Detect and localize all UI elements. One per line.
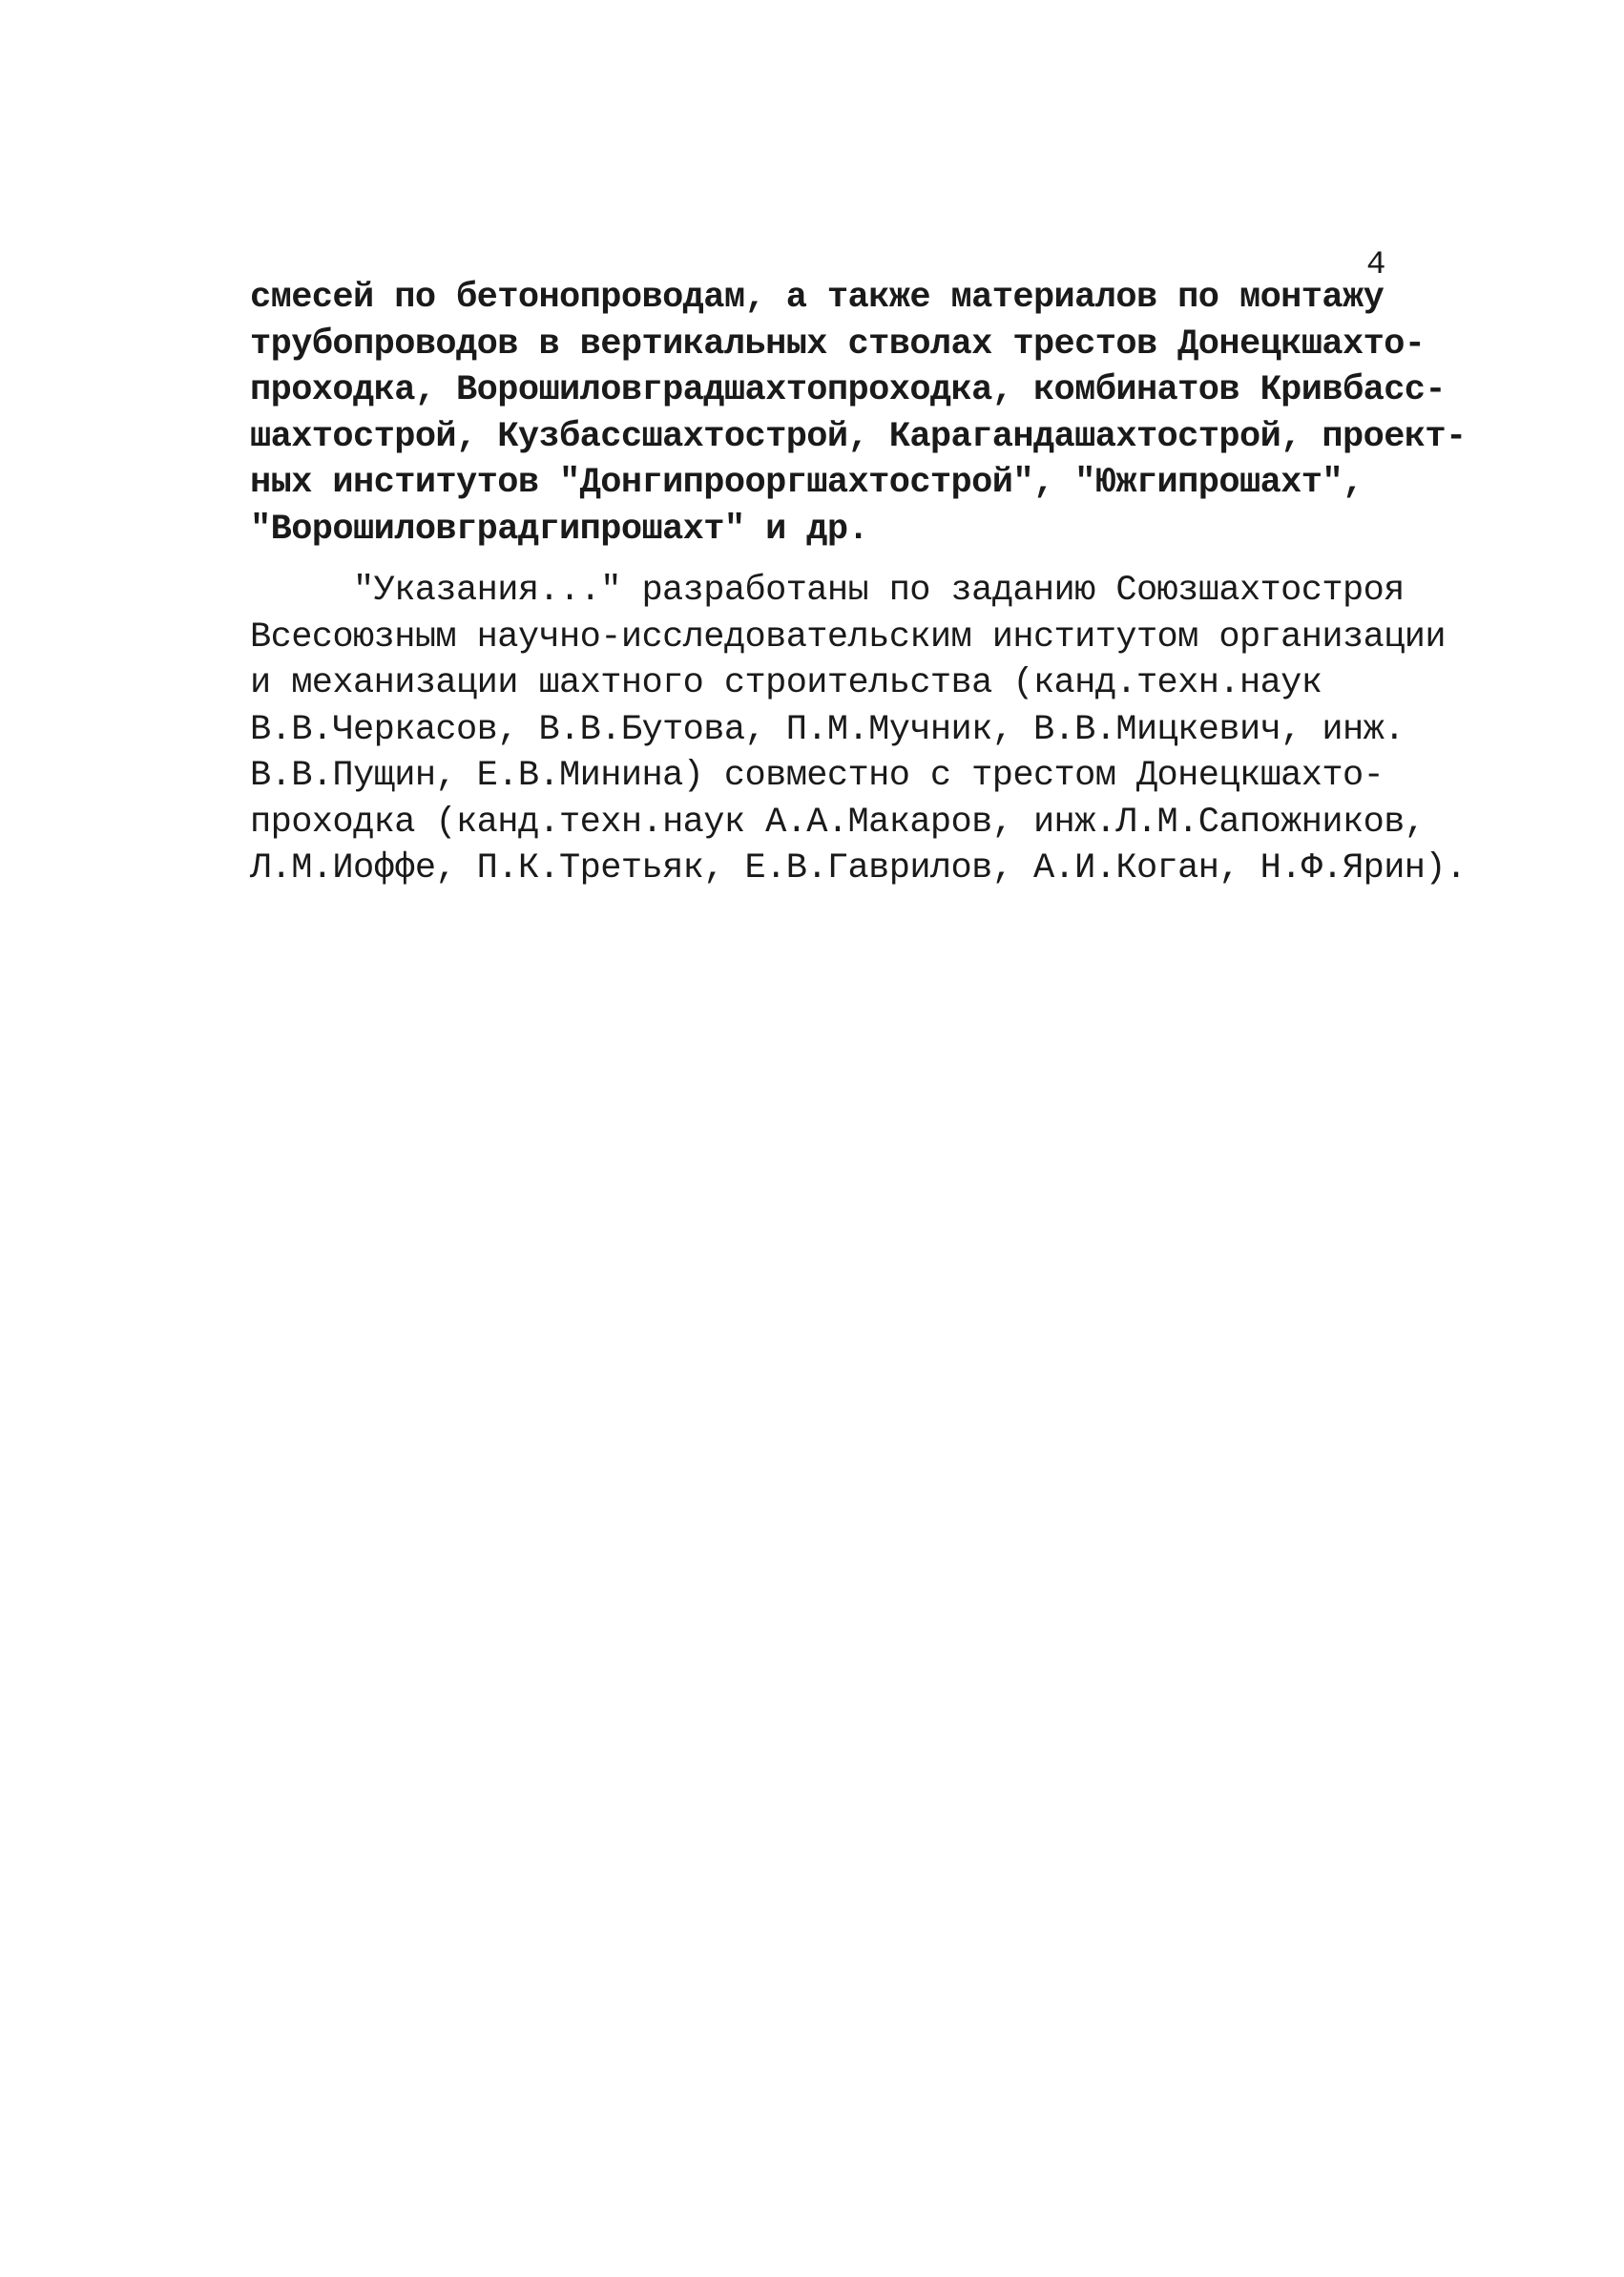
text-line: В.В.Пущин, Е.В.Минина) совместно с трестом Донецкшахто- bbox=[250, 756, 1385, 796]
page-number: 4 bbox=[1366, 247, 1386, 283]
text-line: трубопроводов в вертикальных стволах трестов Донецкшахто- bbox=[250, 324, 1426, 365]
text-line: шахтострой, Кузбассшахтострой, Карагандашахтострой, проект- bbox=[250, 416, 1467, 457]
text-line: проходка, Ворошиловградшахтопроходка, комбинатов Кривбасс- bbox=[250, 370, 1447, 410]
paragraph-authors bbox=[250, 568, 1467, 892]
text-line: В.В.Черкасов, В.В.Бутова, П.М.Мучник, В.В.Мицкевич, инж. bbox=[250, 709, 1405, 750]
text-line: "Указания..." разработаны по заданию Союзшахтостроя bbox=[353, 571, 1405, 611]
text-line: Л.М.Иоффе, П.К.Третьяк, Е.В.Гаврилов, А.И.Коган, Н.Ф.Ярин). bbox=[250, 848, 1467, 888]
text-line: смесей по бетонопроводам, а также материалов по монтажу bbox=[250, 278, 1385, 318]
text-line: и механизации шахтного строительства (канд.техн.наук bbox=[250, 663, 1322, 703]
text-line: ных институтов "Донгипрооргшахтострой", "Южгипрошахт", bbox=[250, 463, 1364, 503]
body-text bbox=[250, 275, 1467, 892]
paragraph-spacer bbox=[250, 553, 1433, 568]
text-line: "Ворошиловградгипрошахт" и др. bbox=[250, 509, 869, 550]
text-line: Всесоюзным научно-исследовательским институтом организации bbox=[250, 616, 1447, 658]
text-line: проходка (канд.техн.наук А.А.Макаров, инж.Л.М.Сапожников, bbox=[250, 802, 1426, 843]
paragraph-contributors bbox=[250, 275, 1467, 553]
